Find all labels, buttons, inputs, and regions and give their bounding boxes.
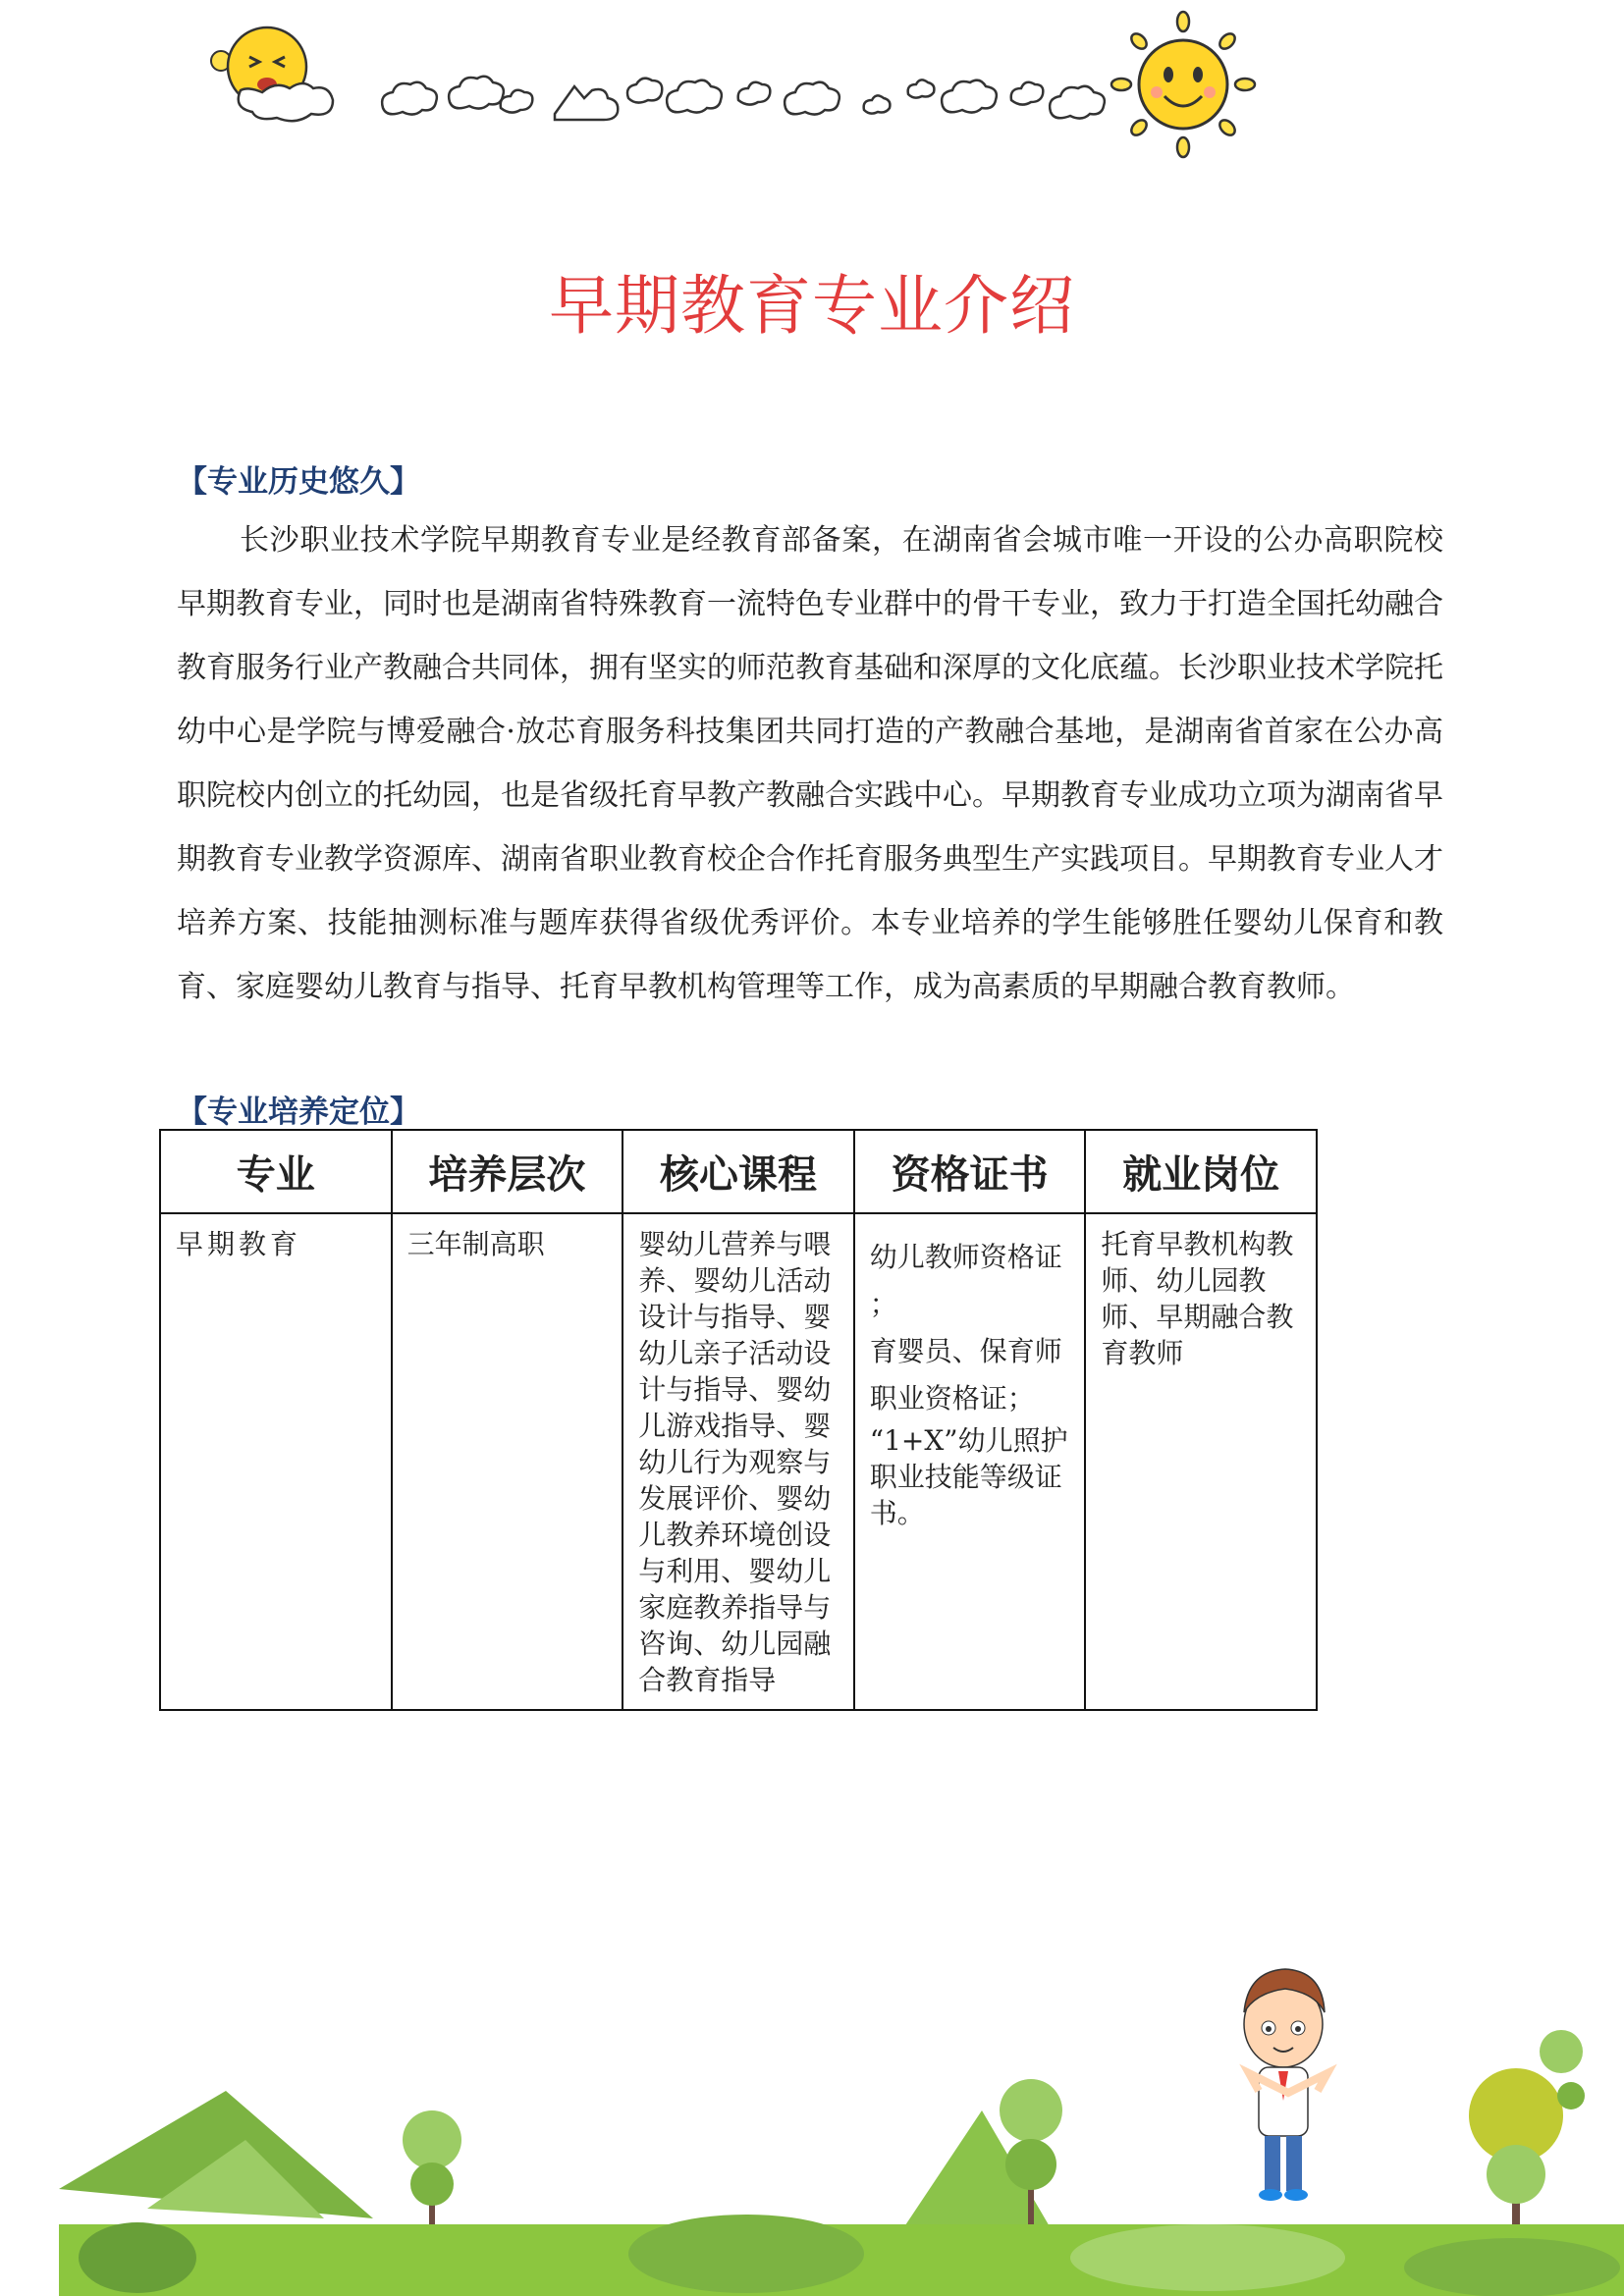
certificate-line: “1+X”幼儿照护职业技能等级证书。 — [869, 1424, 1068, 1529]
history-paragraph: 长沙职业技术学院早期教育专业是经教育部备案，在湖南省会城市唯一开设的公办高职院校早期教育专业，同时也是湖南省特殊教育一流特色专业群中的骨干专业，致力于打造全国托幼融合教育服务行业产教融合共同体，拥有坚实的师范教育基础和深厚的文化底蕴。长沙职业技术学院托幼中心是学院与博爱融合·放芯育服务科技集团共同打造的产教融合基地，是湖南省首家在公办高职院校内创立的托幼园，也是省级托育早教产教融合实践中心。早期教育专业成功立项为湖南省早期教育专业教学资源库、湖南省职业教育校企合作托育服务典型生产实践项目。早期教育专业人才培养方案、技能抽测标准与题库获得省级优秀评价。本专业培养的学生能够胜任婴幼儿保育和教育、家庭婴幼儿教育与指导、托育早教机构管理等工作，成为高素质的早期融合教育教师。 — [177, 523, 1443, 1004]
certificate-line: 幼儿教师资格证 — [869, 1241, 1062, 1273]
column-header-major: 专业 — [160, 1130, 392, 1213]
certificate-line: 育婴员、保育师 — [869, 1335, 1062, 1367]
major-info-table — [159, 1129, 1318, 1711]
cell-certificates — [854, 1213, 1086, 1710]
certificate-line: ； — [869, 1288, 897, 1320]
bottom-scene — [0, 1953, 1624, 2296]
table-header-row — [160, 1130, 1317, 1213]
column-header-level: 培养层次 — [392, 1130, 623, 1213]
cell-major: 早期教育 — [160, 1213, 392, 1710]
hill-icon — [59, 2091, 1051, 2228]
section-heading-positioning: 【专业培养定位】 — [177, 1095, 420, 1130]
certificate-line: 职业资格证； — [869, 1382, 1035, 1415]
page-title: 早期教育专业介绍 — [549, 268, 1075, 344]
table-row — [160, 1213, 1317, 1710]
cell-jobs: 托育早教机构教师、幼儿园教师、早期融合教育教师 — [1085, 1213, 1317, 1710]
section-heading-history: 【专业历史悠久】 — [177, 464, 420, 500]
column-header-courses: 核心课程 — [623, 1130, 854, 1213]
column-header-jobs: 就业岗位 — [1085, 1130, 1317, 1213]
sun-smiling-icon — [1111, 12, 1255, 157]
sun-face-icon — [211, 27, 333, 121]
cloud-icon — [382, 77, 1105, 120]
grass-icon — [59, 2215, 1624, 2296]
cell-level: 三年制高职 — [392, 1213, 623, 1710]
cell-courses: 婴幼儿营养与喂养、婴幼儿活动设计与指导、婴幼儿亲子活动设计与指导、婴幼儿游戏指导、婴幼儿行为观察与发展评价、婴幼儿教养环境创设与利用、婴幼儿家庭教养指导与咨询、幼儿园融合教育指导 — [623, 1213, 854, 1710]
column-header-certificates: 资格证书 — [854, 1130, 1086, 1213]
top-banner — [0, 0, 1624, 177]
cartoon-boy-icon — [1183, 1953, 1380, 2209]
